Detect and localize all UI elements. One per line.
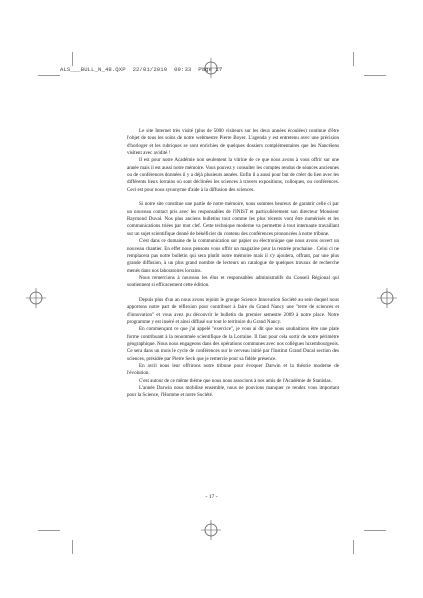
paragraph: Nous remercions à nouveau les élus et responsables administratifs du Conseil Régional qui soutiennent si efficacement cette édition. (127, 274, 339, 289)
body-text (127, 128, 339, 400)
registration-mark-left-icon (26, 288, 46, 308)
registration-mark-right-icon (377, 288, 397, 308)
page-number: - 17 - (205, 494, 218, 500)
crop-line-top-right-h (364, 75, 386, 76)
crop-line-top-left-h (38, 75, 60, 76)
crop-line-bottom-right-v (353, 540, 354, 554)
paragraph: C'est autour de ce même thème que nous nous associons à nos amis de l'Académie de Stanislas. (139, 377, 332, 384)
paragraph: Depuis plus d'un an nous avons rejoint le groupe Science Innovation Société au sein duquel nous apportons notre part de réflexion pour contribuer à faire du Grand Nancy une "terre de sciences et d'innovation" et vous avez pu découvrir le bulletin du premier semestre 2009 à notre place. Notre programme y est inséré et ainsi diffusé sur tout le territoire du Grand Nancy. (127, 296, 339, 325)
crop-line-top-left-v (72, 52, 73, 66)
paragraph: En commençant ce que j'ai appelé "exercice", je vous ai dit que nous souhaitions être une plate forme contribuant à la renommée scientifique de la Lorraine. Il faut pour cela sortir de notre périmètre géographique. Nous nous engageons dans des opérations communes avec nos collègues luxembourgeois. Ce sera dans un mois le cycle de conférences sur le cerveau initié par l'Institut Grand Ducal section des sciences, présidée par Pierre Seck que je remercie pour sa fidèle présence. (127, 326, 339, 362)
paragraph: Il est pour notre Académie non seulement la vitrine de ce que nous avons à vous offrir sur une année mais il est aussi notre mémoire. Vous pouvez y consulter les comptes rendus de séances anciennes ou de conférences données il y a déjà plusieurs années. Enfin il a aussi pour but de créer du lien avec les différents lieux lorrains où sont déclinées les sciences à travers expositions, colloques, ou conférences. Ceci est pour nous synonyme d'aide à la diffusion des sciences. (127, 157, 339, 193)
crop-line-bottom-left-v (72, 540, 73, 554)
crop-line-top-right-v (353, 52, 354, 66)
paragraph: En avril nous leur offrirons notre tribune pour évoquer Darwin et la théorie moderne de l'évolution. (127, 363, 339, 377)
paragraph: C'est dans ce domaine de la communication sur papier ou électronique que nous avons ouvert un nouveau chantier. En effet nous pensons vous offrir un magazine pour la rentrée prochaine . Celui ci ne remplacera pas notre bulletin qui sera plutôt notre mémoire mais il s'y ajoutera, offrant, par une plus grande diffusion, à un plus grand nombre de lecteurs un catalogue de quelques travaux de recherche menés dans nos laboratoires lorrains. (127, 238, 339, 274)
registration-mark-bottom-icon (201, 520, 221, 540)
crop-line-bottom-right-h (364, 530, 386, 531)
crop-line-bottom-left-h (38, 530, 60, 531)
paragraph: Si notre site constitue une partie de notre mémoire, nous sommes heureux de garantir celle ci par un nouveau contact pris avec les responsables de l'INIST et particulièrement son directeur Monsieur Raymond Duval. Nos plus anciens bulletins tout comme les plus récents vont être numérisés et les communications triées par mot clef. Cette technique moderne va permettre à tout internaute travaillant sur un sujet scientifique donné de bénéficier du contenu des conférences prononcées à notre tribune. (127, 201, 339, 237)
paragraph: L'année Darwin nous mobilise ensemble, nous ne pouvions manquer ce rendez vous important pour la Science, l'Homme et notre Société. (127, 385, 339, 399)
paragraph: Le site Internet très visité (plus de 5000 visiteurs sur les deux années écoulées) continue d'être l'objet de tous les soins de notre webmestre Pierre Boyer. L'agenda y est entretenu avec une précision d'horloger et les rubriques se sont enrichies de quelques dossiers complémentaires que les Nancéiens visitent avec avidité ! (127, 128, 339, 157)
print-slug-line: ALS___BULL_N_48.QXP 22/01/2010 09:33 Page 17 (60, 66, 223, 73)
